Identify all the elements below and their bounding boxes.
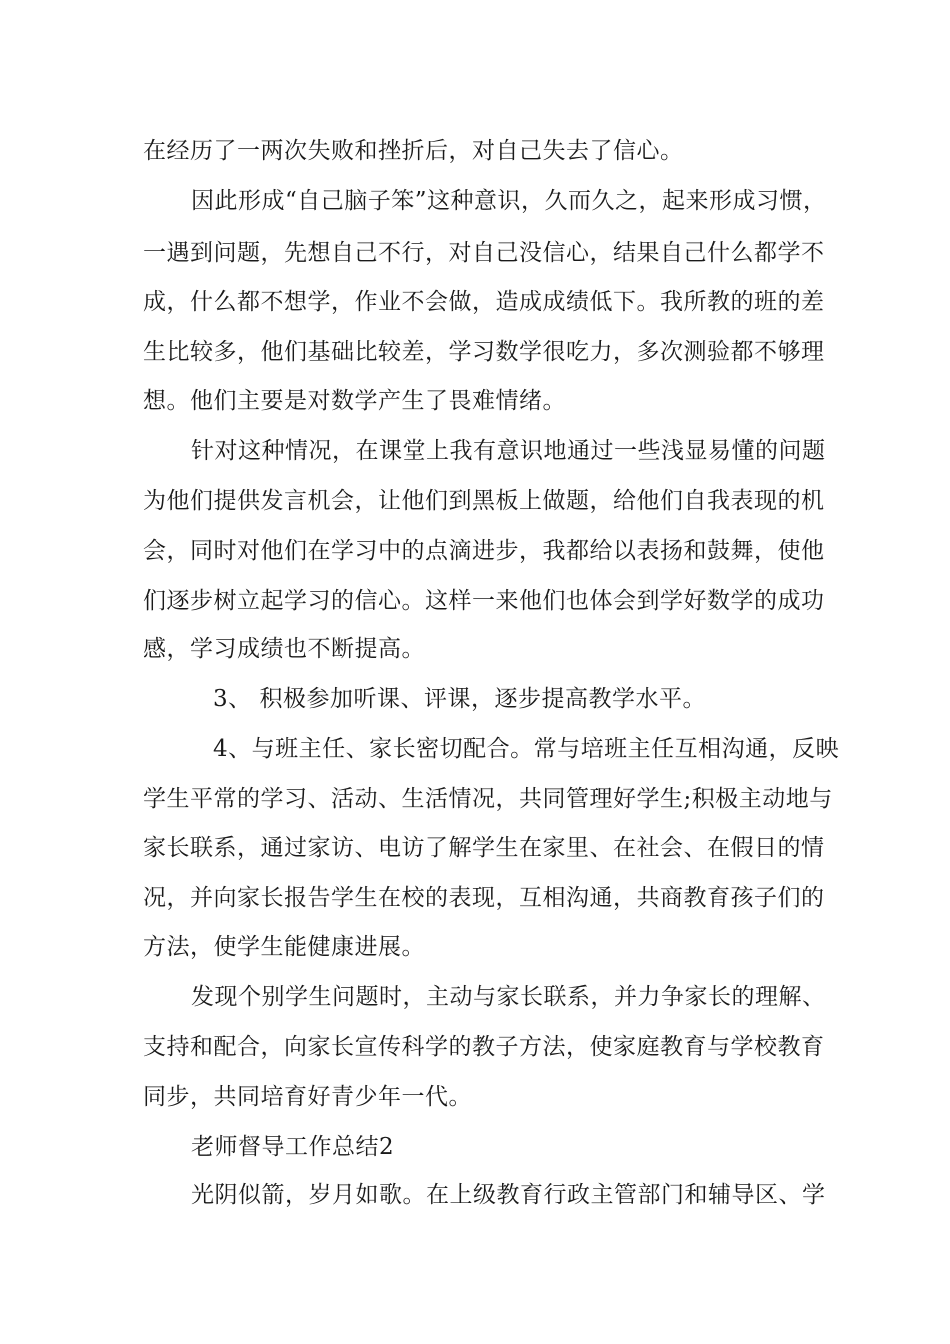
text-line: 成，什么都不想学，作业不会做，造成成绩低下。我所教的班的差	[143, 289, 825, 315]
text-line: 支持和配合，向家长宣传科学的教子方法，使家庭教育与学校教育	[143, 1034, 825, 1060]
text-line: 方法，使学生能健康进展。	[143, 934, 425, 960]
text-line: 想。他们主要是对数学产生了畏难情绪。	[143, 388, 566, 414]
text-line: 在经历了一两次失败和挫折后，对自己失去了信心。	[143, 138, 684, 164]
text-line: 况，并向家长报告学生在校的表现，互相沟通，共商教育孩子们的	[143, 885, 825, 911]
paragraph-first-line: 光阴似箭，岁月如歌。在上级教育行政主管部门和辅导区、学	[191, 1182, 826, 1208]
list-item-4: 4、与班主任、家长密切配合。常与培班主任互相沟通，反映	[213, 736, 840, 762]
section-heading: 老师督导工作总结2	[191, 1134, 395, 1160]
text-line: 们逐步树立起学习的信心。这样一来他们也体会到学好数学的成功	[143, 588, 825, 614]
text-line: 家长联系，通过家访、电访了解学生在家里、在社会、在假日的情	[143, 835, 825, 861]
text-line: 一遇到问题，先想自己不行，对自己没信心，结果自己什么都学不	[143, 240, 825, 266]
text-line: 为他们提供发言机会，让他们到黑板上做题，给他们自我表现的机	[143, 488, 825, 514]
text-line: 会，同时对他们在学习中的点滴进步，我都给以表扬和鼓舞，使他	[143, 538, 825, 564]
text-line: 生比较多，他们基础比较差，学习数学很吃力，多次测验都不够理	[143, 339, 825, 365]
paragraph-first-line: 发现个别学生问题时，主动与家长联系，并力争家长的理解、	[191, 984, 826, 1010]
text-line: 感，学习成绩也不断提高。	[143, 636, 425, 662]
paragraph-first-line: 针对这种情况，在课堂上我有意识地通过一些浅显易懂的问题	[191, 438, 826, 464]
text-line: 学生平常的学习、活动、生活情况，共同管理好学生;积极主动地与	[143, 786, 833, 812]
paragraph-first-line: 因此形成“自己脑子笨”这种意识，久而久之，起来形成习惯，	[191, 188, 827, 214]
text-line: 同步，共同培育好青少年一代。	[143, 1084, 472, 1110]
list-item-3: 3、 积极参加听课、评课，逐步提高教学水平。	[213, 686, 706, 712]
